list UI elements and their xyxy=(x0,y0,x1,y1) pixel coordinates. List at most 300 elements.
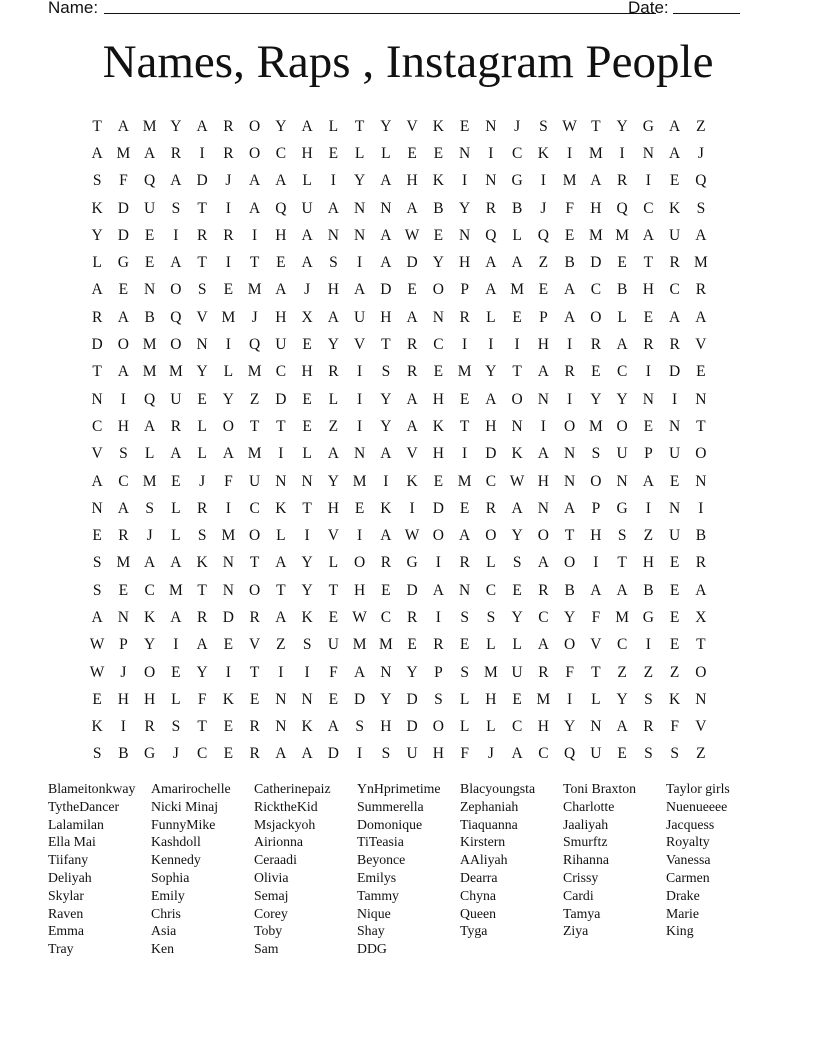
grid-letter: Y xyxy=(144,636,156,654)
grid-letter: A xyxy=(170,608,182,626)
grid-row xyxy=(84,386,744,413)
grid-letter: E xyxy=(643,417,654,435)
grid-letter: W xyxy=(352,608,367,626)
word-bank-item: Jaaliyah xyxy=(563,816,609,832)
grid-letter: T xyxy=(381,336,391,354)
word-bank-item: Nuenueeee xyxy=(666,798,728,814)
grid-letter: X xyxy=(301,308,313,326)
grid-letter: H xyxy=(301,144,313,162)
grid-letter: R xyxy=(196,608,208,626)
grid-letter: H xyxy=(432,745,444,763)
grid-letter: M xyxy=(536,690,551,708)
grid-letter: D xyxy=(275,390,287,408)
grid-letter: T xyxy=(197,199,207,217)
letter-grid xyxy=(84,113,744,768)
grid-letter: J xyxy=(120,663,127,681)
grid-letter: A xyxy=(380,254,392,272)
grid-letter: I xyxy=(225,499,231,517)
grid-letter: A xyxy=(196,117,208,135)
grid-letter: N xyxy=(222,581,234,599)
grid-letter: A xyxy=(170,254,182,272)
grid-letter: C xyxy=(91,417,103,435)
grid-letter: N xyxy=(669,499,681,517)
grid-letter: K xyxy=(406,472,418,490)
grid-letter: M xyxy=(378,636,393,654)
grid-letter: I xyxy=(619,144,625,162)
word-bank-item: Toby xyxy=(254,923,283,939)
grid-letter: B xyxy=(144,308,155,326)
grid-letter: F xyxy=(460,745,469,763)
grid-letter: M xyxy=(562,172,577,190)
grid-letter: A xyxy=(301,117,313,135)
grid-letter: I xyxy=(120,718,126,736)
grid-letter: I xyxy=(357,254,363,272)
grid-letter: F xyxy=(119,172,128,190)
grid-letter: U xyxy=(144,199,156,217)
grid-letter: Y xyxy=(511,608,523,626)
grid-letter: E xyxy=(171,663,181,681)
grid-letter: A xyxy=(406,308,418,326)
grid-letter: N xyxy=(695,472,707,490)
grid-row xyxy=(84,522,744,549)
grid-letter: E xyxy=(171,472,181,490)
grid-letter: L xyxy=(197,417,207,435)
grid-letter: L xyxy=(459,690,470,708)
grid-letter: G xyxy=(616,499,628,517)
grid-letter: I xyxy=(278,445,284,463)
grid-letter: N xyxy=(642,144,654,162)
grid-letter: H xyxy=(301,363,313,381)
grid-letter: R xyxy=(433,636,444,654)
grid-letter: E xyxy=(617,254,627,272)
grid-letter: N xyxy=(117,608,129,626)
grid-letter: E xyxy=(407,636,417,654)
grid-letter: A xyxy=(91,281,103,299)
grid-letter: R xyxy=(485,199,497,217)
grid-letter: R xyxy=(590,336,602,354)
grid-letter: I xyxy=(225,254,231,272)
grid-letter: Z xyxy=(538,254,549,272)
grid-letter: D xyxy=(354,690,366,708)
grid-letter: T xyxy=(276,581,286,599)
grid-letter: G xyxy=(642,608,654,626)
grid-letter: H xyxy=(459,254,471,272)
grid-letter: C xyxy=(616,363,628,381)
grid-letter: L xyxy=(328,390,339,408)
grid-letter: R xyxy=(118,527,129,545)
grid-letter: M xyxy=(483,663,498,681)
grid-letter: I xyxy=(462,172,468,190)
grid-letter: N xyxy=(354,445,366,463)
grid-letter: K xyxy=(432,172,444,190)
word-bank-item: Jacquess xyxy=(666,816,715,832)
word-bank xyxy=(48,780,788,958)
grid-letter: K xyxy=(380,499,392,517)
grid-letter: E xyxy=(669,636,680,654)
word-bank-column xyxy=(151,780,254,958)
grid-letter: I xyxy=(645,499,651,517)
name-blank-line xyxy=(104,13,656,14)
grid-letter: S xyxy=(591,445,601,463)
grid-letter: A xyxy=(642,472,654,490)
grid-letter: A xyxy=(511,745,523,763)
grid-letter: R xyxy=(669,336,680,354)
grid-letter: R xyxy=(616,172,628,190)
grid-letter: H xyxy=(275,308,287,326)
grid-letter: N xyxy=(459,144,471,162)
grid-letter: E xyxy=(459,117,470,135)
grid-letter: O xyxy=(564,636,576,654)
grid-letter: A xyxy=(406,417,418,435)
grid-letter: Y xyxy=(380,417,392,435)
grid-letter: U xyxy=(170,390,182,408)
grid-letter: N xyxy=(590,718,602,736)
grid-letter: B xyxy=(616,281,628,299)
grid-letter: O xyxy=(511,390,523,408)
grid-letter: O xyxy=(170,336,182,354)
grid-letter: E xyxy=(302,390,312,408)
grid-letter: E xyxy=(459,636,470,654)
grid-letter: D xyxy=(406,581,418,599)
grid-letter: H xyxy=(537,472,549,490)
grid-letter: Y xyxy=(354,172,366,190)
grid-letter: S xyxy=(171,199,181,217)
grid-letter: R xyxy=(249,745,260,763)
grid-letter: N xyxy=(537,390,549,408)
grid-row xyxy=(84,140,744,167)
grid-letter: F xyxy=(670,718,679,736)
grid-letter: H xyxy=(354,581,366,599)
grid-letter: C xyxy=(538,608,549,626)
grid-letter: I xyxy=(698,499,704,517)
grid-letter: A xyxy=(616,336,628,354)
grid-letter: E xyxy=(433,363,444,381)
grid-letter: M xyxy=(693,254,708,272)
grid-letter: A xyxy=(196,636,208,654)
grid-letter: S xyxy=(644,690,653,708)
grid-letter: W xyxy=(89,636,105,654)
grid-letter: N xyxy=(91,499,103,517)
grid-letter: N xyxy=(301,690,313,708)
grid-letter: H xyxy=(144,690,156,708)
word-bank-column xyxy=(254,780,357,958)
word-bank-item: Chris xyxy=(151,905,181,921)
grid-letter: M xyxy=(247,281,262,299)
grid-letter: E xyxy=(643,308,654,326)
grid-letter: V xyxy=(695,718,707,736)
word-bank-item: Emilys xyxy=(357,869,397,885)
grid-letter: U xyxy=(249,472,261,490)
grid-letter: M xyxy=(142,117,157,135)
grid-letter: D xyxy=(380,281,392,299)
grid-letter: R xyxy=(196,499,208,517)
grid-letter: E xyxy=(512,581,522,599)
grid-letter: D xyxy=(669,363,681,381)
grid-letter: L xyxy=(381,144,391,162)
word-bank-item: Beyonce xyxy=(357,852,406,868)
grid-letter: S xyxy=(644,745,653,763)
grid-letter: I xyxy=(225,663,231,681)
grid-letter: V xyxy=(695,336,707,354)
grid-letter: V xyxy=(590,636,602,654)
grid-letter: A xyxy=(301,745,313,763)
grid-letter: L xyxy=(591,690,601,708)
grid-letter: R xyxy=(249,718,260,736)
grid-letter: O xyxy=(432,281,444,299)
grid-letter: R xyxy=(695,554,707,572)
word-bank-item: Queen xyxy=(460,905,497,921)
grid-letter: A xyxy=(537,363,549,381)
grid-letter: U xyxy=(301,199,313,217)
grid-letter: N xyxy=(432,308,444,326)
grid-letter: S xyxy=(119,445,128,463)
grid-letter: N xyxy=(616,472,628,490)
grid-letter: C xyxy=(144,581,155,599)
grid-letter: T xyxy=(696,417,706,435)
grid-letter: E xyxy=(354,499,365,517)
grid-letter: L xyxy=(302,172,312,190)
grid-letter: Y xyxy=(222,390,234,408)
grid-letter: A xyxy=(669,308,681,326)
grid-letter: A xyxy=(301,254,313,272)
grid-row xyxy=(84,495,744,522)
grid-letter: N xyxy=(354,226,366,244)
word-bank-item: Airionna xyxy=(254,834,304,850)
grid-letter: M xyxy=(247,445,262,463)
grid-letter: M xyxy=(221,527,236,545)
grid-letter: M xyxy=(352,636,367,654)
grid-letter: W xyxy=(404,527,420,545)
grid-letter: A xyxy=(249,172,261,190)
grid-letter: W xyxy=(89,663,105,681)
grid-letter: E xyxy=(407,281,417,299)
grid-letter: Q xyxy=(275,199,287,217)
grid-letter: F xyxy=(565,199,574,217)
word-bank-column xyxy=(460,780,563,958)
grid-letter: I xyxy=(567,336,573,354)
grid-letter: H xyxy=(432,445,444,463)
grid-letter: O xyxy=(590,308,602,326)
grid-letter: A xyxy=(537,554,549,572)
grid-letter: I xyxy=(540,172,546,190)
grid-letter: T xyxy=(249,663,260,681)
grid-letter: N xyxy=(564,445,576,463)
grid-letter: L xyxy=(171,499,181,517)
grid-letter: A xyxy=(432,581,444,599)
word-bank-item: Domonique xyxy=(357,816,423,832)
grid-letter: O xyxy=(249,117,261,135)
grid-letter: I xyxy=(357,745,363,763)
worksheet-header xyxy=(48,0,748,20)
grid-letter: K xyxy=(432,417,444,435)
grid-letter: E xyxy=(197,390,207,408)
grid-letter: Y xyxy=(275,117,287,135)
grid-letter: C xyxy=(511,718,523,736)
word-bank-item: Ken xyxy=(151,941,174,957)
grid-letter: E xyxy=(328,690,339,708)
grid-letter: I xyxy=(225,336,231,354)
grid-letter: A xyxy=(327,445,339,463)
grid-letter: J xyxy=(251,308,258,326)
word-bank-item: Olivia xyxy=(254,869,289,885)
grid-letter: Y xyxy=(327,336,339,354)
grid-row xyxy=(84,113,744,140)
grid-row xyxy=(84,222,744,249)
grid-letter: R xyxy=(406,363,418,381)
grid-letter: L xyxy=(459,718,470,736)
grid-letter: O xyxy=(117,336,129,354)
grid-letter: A xyxy=(459,527,471,545)
grid-letter: N xyxy=(511,417,523,435)
word-bank-item: Summerella xyxy=(357,798,424,814)
grid-letter: M xyxy=(142,472,157,490)
grid-letter: G xyxy=(144,745,156,763)
grid-letter: I xyxy=(645,363,651,381)
grid-letter: T xyxy=(92,363,102,381)
grid-letter: A xyxy=(91,608,103,626)
grid-letter: R xyxy=(459,308,470,326)
word-bank-item: Msjackyoh xyxy=(254,816,316,832)
grid-letter: M xyxy=(588,144,603,162)
grid-letter: M xyxy=(457,363,472,381)
grid-letter: L xyxy=(171,690,181,708)
grid-letter: I xyxy=(567,690,573,708)
word-bank-item: Cardi xyxy=(563,887,594,903)
grid-letter: Q xyxy=(695,172,707,190)
grid-letter: A xyxy=(354,663,366,681)
grid-letter: N xyxy=(275,472,287,490)
grid-letter: P xyxy=(434,663,443,681)
grid-letter: I xyxy=(304,663,310,681)
grid-letter: D xyxy=(327,745,339,763)
grid-letter: J xyxy=(540,199,547,217)
word-bank-item: Drake xyxy=(666,887,700,903)
grid-letter: A xyxy=(117,117,129,135)
grid-letter: I xyxy=(435,554,441,572)
grid-letter: M xyxy=(221,308,236,326)
word-bank-item: Crissy xyxy=(563,869,599,885)
grid-letter: F xyxy=(565,663,574,681)
grid-letter: W xyxy=(509,472,525,490)
grid-letter: N xyxy=(564,472,576,490)
grid-letter: G xyxy=(406,554,418,572)
grid-letter: N xyxy=(222,554,234,572)
grid-letter: N xyxy=(380,199,392,217)
grid-letter: C xyxy=(196,745,208,763)
grid-letter: M xyxy=(116,144,131,162)
grid-letter: Y xyxy=(301,554,313,572)
grid-letter: O xyxy=(249,527,261,545)
grid-letter: C xyxy=(643,199,654,217)
grid-letter: R xyxy=(223,226,234,244)
grid-letter: V xyxy=(354,336,366,354)
grid-letter: L xyxy=(486,308,496,326)
grid-letter: H xyxy=(642,281,654,299)
word-bank-item: TytheDancer xyxy=(48,798,120,814)
grid-letter: C xyxy=(669,281,680,299)
grid-letter: O xyxy=(170,281,182,299)
grid-letter: V xyxy=(406,445,418,463)
grid-letter: A xyxy=(485,254,497,272)
grid-letter: H xyxy=(642,554,654,572)
grid-letter: Z xyxy=(617,663,627,681)
word-bank-item: King xyxy=(666,923,694,939)
grid-letter: N xyxy=(642,390,654,408)
grid-letter: M xyxy=(142,336,157,354)
grid-letter: M xyxy=(615,608,630,626)
word-bank-item: Tamya xyxy=(563,905,601,921)
word-bank-item: Vanessa xyxy=(666,852,711,868)
grid-letter: D xyxy=(406,690,418,708)
grid-letter: F xyxy=(197,690,207,708)
grid-letter: R xyxy=(564,363,575,381)
grid-letter: I xyxy=(645,172,651,190)
word-bank-item: Taylor girls xyxy=(666,781,730,796)
grid-letter: E xyxy=(591,363,601,381)
grid-letter: J xyxy=(514,117,521,135)
grid-letter: L xyxy=(486,636,496,654)
grid-row xyxy=(84,359,744,386)
grid-letter: Y xyxy=(432,254,444,272)
word-bank-item: Asia xyxy=(151,923,177,939)
grid-row xyxy=(84,195,744,222)
grid-letter: T xyxy=(696,636,706,654)
grid-letter: A xyxy=(222,445,234,463)
grid-letter: H xyxy=(380,718,392,736)
grid-letter: V xyxy=(406,117,418,135)
grid-letter: A xyxy=(380,527,392,545)
grid-letter: M xyxy=(510,281,525,299)
grid-letter: R xyxy=(538,581,549,599)
grid-letter: T xyxy=(354,117,365,135)
grid-letter: Y xyxy=(196,363,208,381)
grid-letter: I xyxy=(435,608,441,626)
word-bank-item: Rihanna xyxy=(563,852,609,868)
grid-letter: A xyxy=(91,144,103,162)
grid-letter: A xyxy=(380,226,392,244)
grid-letter: S xyxy=(355,718,364,736)
grid-letter: A xyxy=(406,199,418,217)
word-bank-item: Corey xyxy=(254,905,288,921)
grid-letter: T xyxy=(197,718,207,736)
grid-letter: R xyxy=(380,554,392,572)
word-bank-item: Tyga xyxy=(460,923,488,939)
grid-letter: T xyxy=(459,417,470,435)
grid-letter: O xyxy=(695,445,707,463)
grid-letter: E xyxy=(223,636,234,654)
grid-letter: L xyxy=(512,636,522,654)
word-bank-item: Catherinepaiz xyxy=(254,781,331,796)
grid-letter: M xyxy=(352,472,367,490)
grid-letter: U xyxy=(275,336,287,354)
grid-letter: A xyxy=(170,172,182,190)
word-bank-item: Sam xyxy=(254,941,279,957)
grid-row xyxy=(84,550,744,577)
grid-letter: I xyxy=(488,336,494,354)
grid-letter: I xyxy=(225,199,231,217)
grid-letter: E xyxy=(669,472,680,490)
grid-row xyxy=(84,577,744,604)
grid-letter: K xyxy=(301,718,313,736)
grid-letter: D xyxy=(117,226,129,244)
grid-letter: N xyxy=(695,390,707,408)
grid-letter: O xyxy=(616,417,628,435)
grid-letter: S xyxy=(302,636,312,654)
grid-letter: E xyxy=(696,363,706,381)
grid-letter: U xyxy=(354,308,366,326)
word-bank-item: Emma xyxy=(48,923,85,939)
grid-letter: A xyxy=(275,554,287,572)
